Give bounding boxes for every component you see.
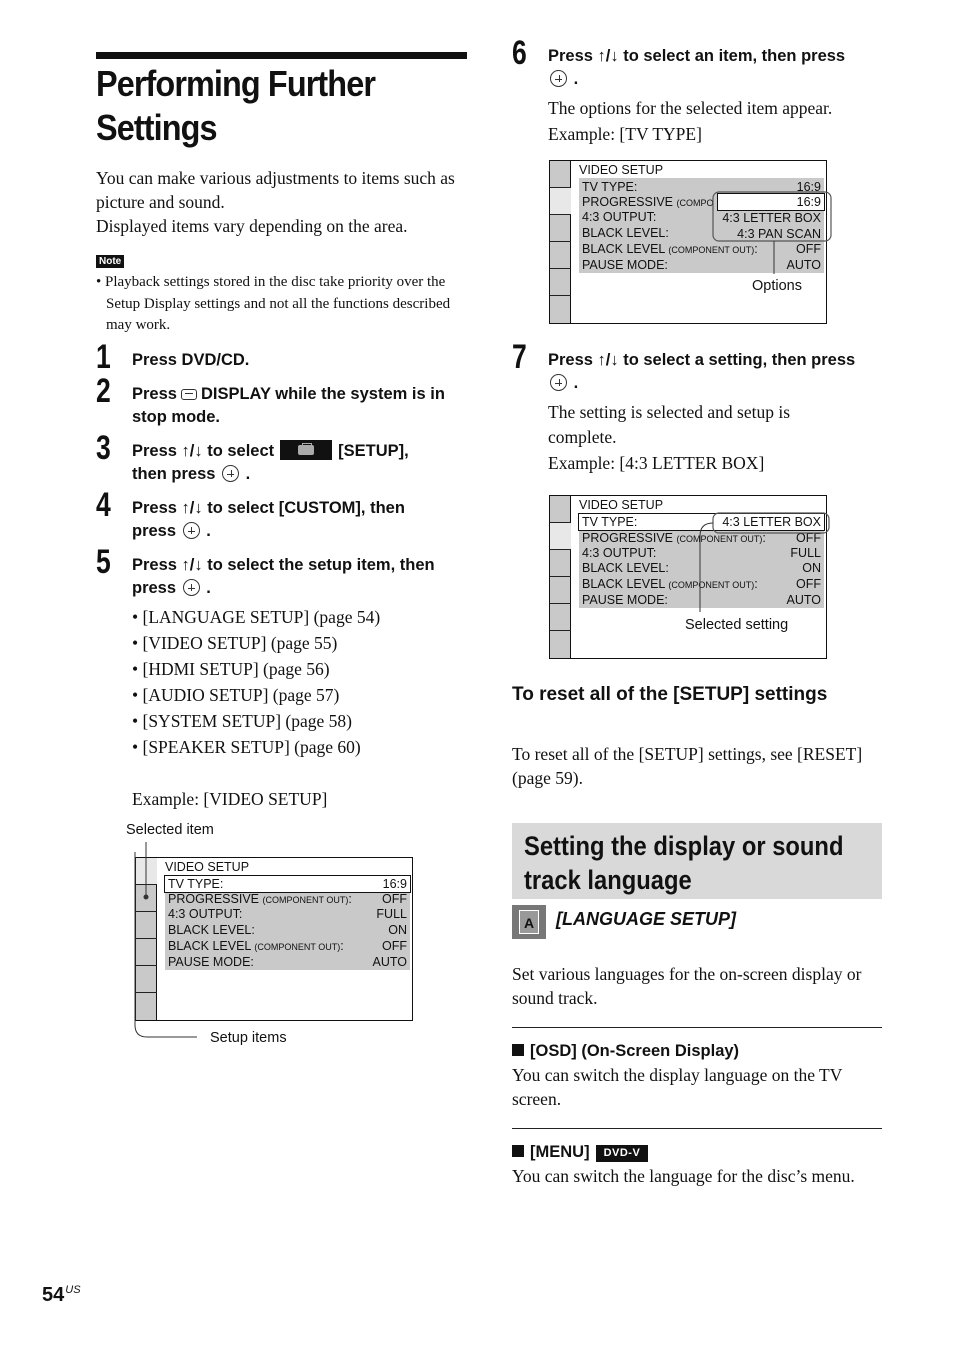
osd-item-title: [OSD] (On-Screen Display): [512, 1040, 739, 1062]
section-intro: Set various languages for the on-screen display or sound track.: [512, 964, 862, 1008]
screen2-callout-lines: [710, 188, 840, 278]
menu-item-text: You can switch the language for the disc’s menu.: [512, 1166, 855, 1186]
callout-selected-item: Selected item: [126, 822, 214, 838]
step-6-body: [548, 95, 888, 147]
step-number-5: 5: [96, 543, 111, 581]
setup-item-cell: [550, 523, 571, 550]
setup-item-cell: [550, 631, 571, 658]
step-text-7: Press ↑/↓ to select a setting, then press .: [548, 351, 856, 392]
menu-row-progressive: PROGRESSIVE (COMPONENT OUT): OFF: [582, 531, 821, 545]
menu-row-tv-type: TV TYPE: 16:9: [582, 180, 821, 194]
menu-header: VIDEO SETUP: [579, 163, 664, 177]
setup-item-cell: [550, 577, 571, 604]
step-7-pre: Press ↑/↓ to select a setting, then press: [548, 351, 856, 369]
menu-row-pause-mode: PAUSE MODE: AUTO: [582, 258, 821, 272]
step-number-4: 4: [96, 486, 111, 524]
display-button-icon: [181, 389, 197, 400]
step-number-6: 6: [512, 34, 527, 72]
menu-row-pause-mode: PAUSE MODE: AUTO: [582, 593, 821, 607]
step-4-pre: Press ↑/↓ to select [CUSTOM], then press: [132, 499, 405, 540]
section-title: Setting the display or sound track language: [524, 831, 844, 895]
callout-options: Options: [752, 278, 802, 294]
language-setup-icon: [512, 905, 546, 939]
step-number-1: 1: [96, 338, 111, 376]
list-item: • [SYSTEM SETUP] (page 58): [132, 711, 352, 731]
toolbox-icon: [280, 440, 332, 460]
menu-row-4-3-output: 4:3 OUTPUT: FULL: [168, 907, 407, 921]
note-text: • Playback settings stored in the disc take priority over the Setup Display settings and not all the functions described may work.: [96, 274, 451, 333]
divider: [512, 1128, 882, 1129]
step-7-body-line-2: Example: [4:3 LETTER BOX]: [548, 453, 765, 473]
square-bullet-icon: [512, 1145, 524, 1157]
step-7-body: [548, 400, 838, 476]
screen3-callout-lines: [695, 510, 835, 620]
menu-row-black-level: BLACK LEVEL:: [582, 226, 669, 240]
dvd-v-badge: DVD-V: [596, 1145, 649, 1162]
setup-item-cell: [550, 188, 571, 215]
option-letter-box: 4:3 LETTER BOX: [722, 211, 821, 225]
step-3-pre: Press ↑/↓ to select: [132, 442, 275, 460]
step-number-2: 2: [96, 372, 111, 410]
menu-row-4-3-output: 4:3 OUTPUT:: [582, 210, 657, 224]
step-2-pre: Press: [132, 385, 177, 403]
menu-row-4-3-output: 4:3 OUTPUT: FULL: [582, 546, 821, 560]
language-setup-label: [LANGUAGE SETUP]: [556, 909, 736, 929]
step-3-post: then press: [132, 465, 216, 483]
menu-row-pause-mode: PAUSE MODE: AUTO: [168, 955, 407, 969]
enter-button-icon: [183, 579, 200, 596]
menu-row-tv-type: TV TYPE: 4:3 LETTER BOX: [579, 514, 824, 530]
menu-row-black-level-component: BLACK LEVEL (COMPONENT OUT): OFF: [582, 577, 821, 591]
menu-row-black-level: BLACK LEVEL: ON: [582, 561, 821, 575]
step-5-pre: Press ↑/↓ to select the setup item, then press: [132, 556, 435, 597]
step-text-6: Press ↑/↓ to select an item, then press .: [548, 47, 846, 88]
example-video-setup: Example: [VIDEO SETUP]: [132, 789, 328, 809]
intro-line-2: Displayed items vary depending on the area.: [96, 216, 408, 236]
step-7-body-line-1: The setting is selected and setup is complete.: [548, 402, 791, 447]
intro-line-1: You can make various adjustments to items such as picture and sound.: [96, 168, 455, 212]
menu-row-tv-type: TV TYPE: 16:9: [165, 876, 410, 892]
step-text-2: [132, 383, 472, 429]
list-item: • [LANGUAGE SETUP] (page 54): [132, 607, 381, 627]
step-text-4: Press ↑/↓ to select [CUSTOM], then press .: [132, 499, 405, 540]
page-title: Performing Further Settings: [96, 63, 376, 148]
menu-item-title: [MENU] DVD-V: [512, 1141, 648, 1163]
list-item: • [AUDIO SETUP] (page 57): [132, 685, 340, 705]
screen1-callout-lines: [125, 840, 215, 1045]
enter-button-icon: [550, 70, 567, 87]
menu-header: VIDEO SETUP: [579, 498, 664, 512]
step-text-1: Press DVD/CD.: [132, 351, 250, 369]
setup-items-column: [550, 496, 571, 658]
setup-item-cell: [550, 269, 571, 296]
step-number-7: 7: [512, 338, 527, 376]
list-item: • [HDMI SETUP] (page 56): [132, 659, 330, 679]
step-6-body-line-2: Example: [TV TYPE]: [548, 124, 702, 144]
list-item: • [SPEAKER SETUP] (page 60): [132, 737, 361, 757]
step-6-pre: Press ↑/↓ to select an item, then press: [548, 47, 846, 65]
step-6-body-line-1: The options for the selected item appear.: [548, 98, 833, 118]
step-text-3: Press ↑/↓ to select [SETUP], then press .: [132, 442, 409, 483]
setup-item-cell: [550, 604, 571, 631]
setup-item-cell: [550, 550, 571, 577]
reset-text: To reset all of the [SETUP] settings, see [RESET] (page 59).: [512, 744, 863, 788]
menu-row-black-level-component: BLACK LEVEL (COMPONENT OUT): OFF: [582, 242, 821, 256]
callout-setup-items: Setup items: [210, 1030, 287, 1046]
menu-header: VIDEO SETUP: [165, 860, 250, 874]
setup-item-cell: [550, 161, 571, 188]
menu-row-progressive: PROGRESSIVE (COMPO: [582, 195, 714, 209]
step-number-3: 3: [96, 429, 111, 467]
reset-heading: To reset all of the [SETUP] settings: [512, 684, 828, 705]
language-icon-letter: A: [519, 910, 539, 934]
enter-button-icon: [222, 465, 239, 482]
list-item: • [VIDEO SETUP] (page 55): [132, 633, 338, 653]
divider: [512, 1027, 882, 1028]
setup-items-column: [550, 161, 571, 323]
option-pan-scan: 4:3 PAN SCAN: [737, 227, 821, 241]
step-3-mid: [SETUP],: [338, 442, 409, 460]
setup-item-list: [132, 604, 472, 760]
osd-item-text: You can switch the display language on the TV screen.: [512, 1065, 843, 1109]
setup-item-cell: [550, 296, 571, 323]
step-text-5: Press ↑/↓ to select the setup item, then press .: [132, 556, 435, 597]
enter-button-icon: [183, 522, 200, 539]
enter-button-icon: [550, 374, 567, 391]
setup-item-cell: [550, 496, 571, 523]
note-badge: Note: [96, 255, 124, 268]
page-number: $54^{US}$: [42, 1284, 81, 1306]
menu-row-progressive: PROGRESSIVE (COMPONENT OUT): OFF: [168, 892, 407, 906]
menu-row-black-level: BLACK LEVEL: ON: [168, 923, 407, 937]
intro-paragraph: [96, 166, 468, 238]
setup-item-cell: [550, 242, 571, 269]
callout-selected-setting: Selected setting: [685, 617, 789, 633]
menu-row-black-level-component: BLACK LEVEL (COMPONENT OUT): OFF: [168, 939, 407, 953]
setup-item-cell: [550, 215, 571, 242]
step-2-post: DISPLAY while the system is in stop mode.: [132, 385, 445, 426]
option-16-9: 16:9: [718, 194, 824, 210]
square-bullet-icon: [512, 1044, 524, 1056]
title-rule: [96, 52, 467, 59]
